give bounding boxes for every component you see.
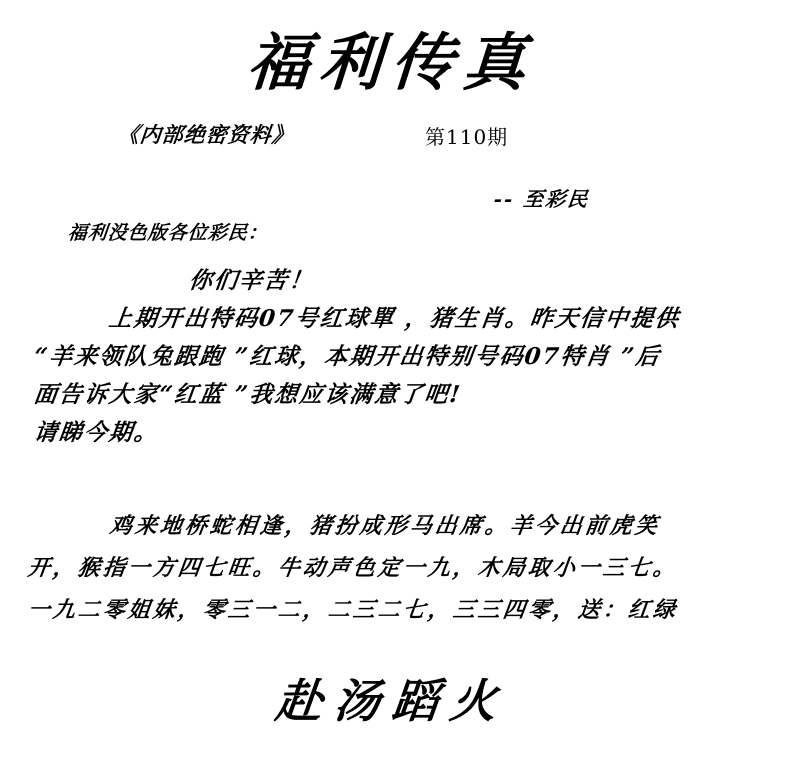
body-line: 上期开出特码07号红球單 ，猪生肖。昨天信中提供 (107, 305, 682, 332)
secret-label: 《内部绝密资料》 (116, 122, 296, 148)
body-line: “羊来领队兔跟跑 ”红球，本期开出特别号码07特肖 ”后 (32, 343, 663, 370)
body-line: 你们辛苦！ (187, 267, 316, 294)
sub-header-row (0, 119, 785, 159)
body-text (34, 262, 749, 452)
body-line: 请睇今期。 (32, 419, 161, 446)
verse-text (28, 505, 763, 631)
footer-slogan: 赴汤蹈火 (273, 674, 512, 728)
verse-line: 开，猴指一方四七旺。牛动声色定一九，木局取小一三七。 (26, 555, 680, 581)
verse-line: 一九二零姐妹，零三一二，二三二七，三三四零，送：红绿 (26, 597, 680, 623)
salutation-line: 福利没色版各位彩民： (66, 222, 270, 244)
issue-number: 第110期 (425, 125, 509, 150)
page-title: 福利传真 (244, 26, 539, 99)
body-line: 面告诉大家“红蓝 ”我想应该满意了吧! (32, 381, 464, 408)
dedication-line: -- 至彩民 (493, 187, 592, 211)
verse-line: 鸡来地桥蛇相逢，猪扮成形马出席。羊今出前虎笑 (108, 513, 662, 539)
